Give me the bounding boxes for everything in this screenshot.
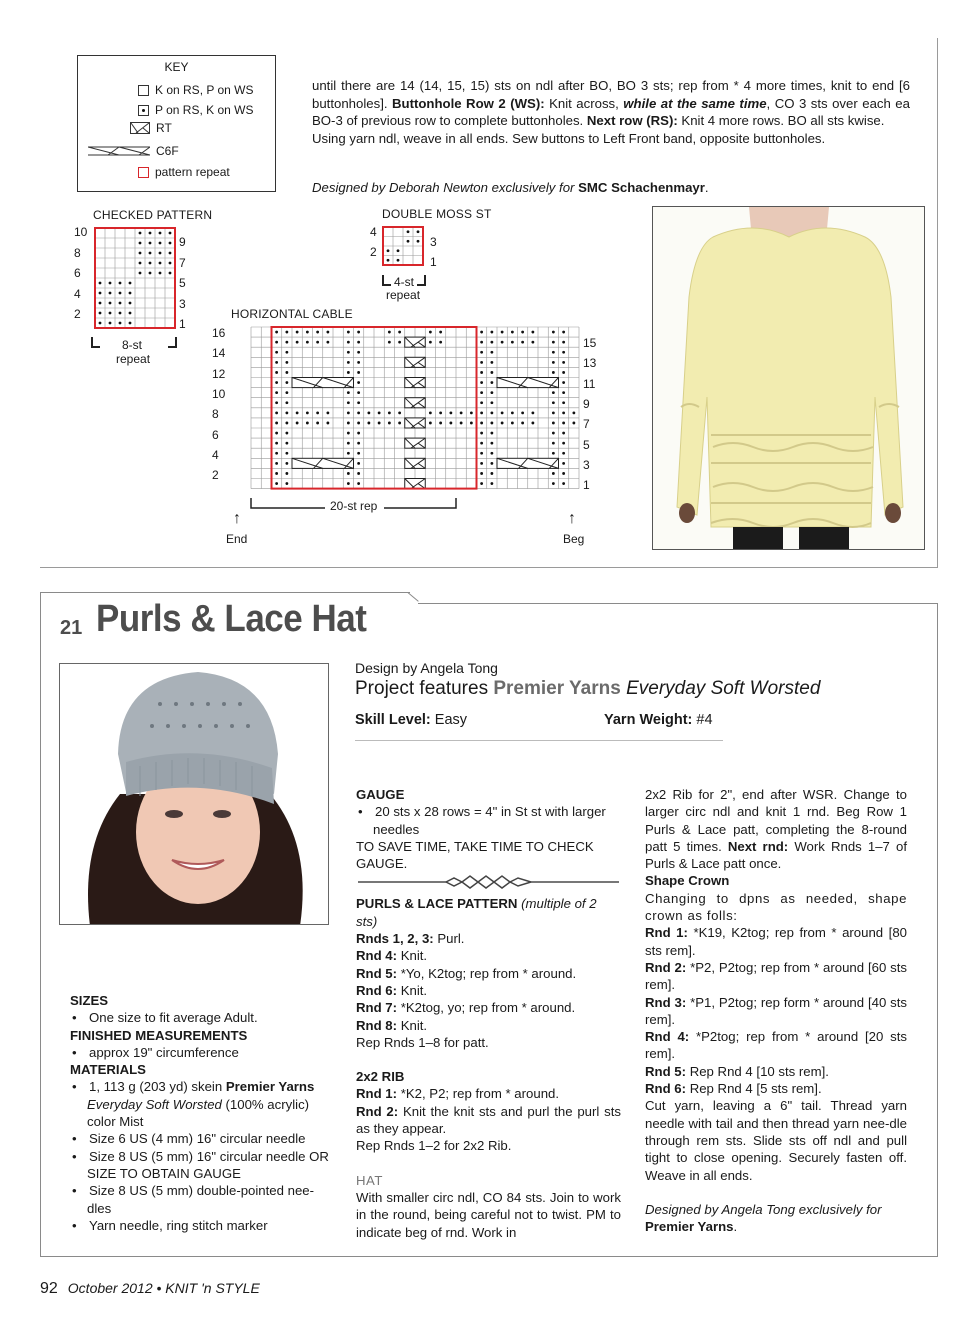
instruction-row: Rnd 2: *P2, P2tog; rep from * around [60 sts rem]. (645, 959, 907, 993)
chart-key (77, 55, 276, 192)
material-yarn: • 1, 113 g (203 yd) skein Premier Yarns Everyday Soft Worsted (100% acrylic) color Mist (70, 1078, 332, 1130)
beg-label: Beg (563, 532, 585, 546)
sizes-item: • One size to fit average Adult. (70, 1009, 332, 1026)
yarn-features: Project features Premier Yarns Everyday Soft Worsted (355, 678, 821, 699)
key-item-rt: RT (130, 121, 172, 135)
rib-repeat-note: Rep Rnds 1–2 for 2x2 Rib. (356, 1138, 512, 1154)
row-number: 2 (370, 245, 377, 259)
row-number: 10 (74, 225, 88, 239)
checked-pattern-chart (93, 226, 177, 330)
yarn-weight: Yarn Weight: #4 (604, 712, 713, 728)
gauge-heading: GAUGE (356, 787, 405, 802)
issue-label: October 2012 • KNIT 'n STYLE (67, 1280, 260, 1296)
row-number: 12 (212, 366, 226, 381)
instruction-row: Rnd 6: Knit. (356, 982, 428, 998)
row-number: 3 (430, 235, 437, 249)
crown-intro: Changing to dpns as needed, shape crown as folls: (645, 890, 907, 924)
red-square-icon (138, 167, 149, 178)
row-number: 6 (212, 427, 219, 442)
row-number: 7 (179, 255, 186, 270)
instruction-row: Rnds 1, 2, 3: Purl. (356, 931, 465, 947)
row-number: 1 (583, 478, 590, 493)
header-divider (355, 740, 723, 741)
instruction-row: Rnd 4: Knit. (356, 948, 428, 964)
material-notions: • Yarn needle, ring stitch marker (70, 1217, 332, 1234)
sizes-heading: SIZES (70, 993, 109, 1008)
instruction-row: Rnd 7: *K2tog, yo; rep from * around. (356, 1000, 576, 1016)
rib-heading: 2x2 RIB (356, 1069, 405, 1085)
row-number: 2 (74, 307, 81, 322)
row-number: 15 (583, 336, 597, 350)
row-number: 5 (583, 437, 590, 452)
finishing-paragraph: Using yarn ndl, weave in all ends. Sew buttons to Left Front band, opposite buttonholes. (312, 130, 826, 146)
instruction-row: Rnd 5: Rep Rnd 4 [10 sts rem]. (645, 1063, 829, 1079)
dot-square-icon (138, 105, 149, 116)
instruction-row: Rnd 5: *Yo, K2tog; rep from * around. (356, 965, 577, 981)
checked-repeat-label: 8-st (122, 338, 143, 352)
double-moss-chart (382, 226, 426, 268)
hat-credit: Designed by Angela Tong exclusively for Premier Yarns. (645, 1201, 882, 1235)
row-number: 8 (74, 245, 81, 260)
horizontal-cable-chart (250, 326, 580, 490)
row-number: 3 (179, 296, 186, 311)
moss-chart-title: DOUBLE MOSS ST (382, 207, 492, 221)
key-item-purl: P on RS, K on WS (138, 103, 254, 117)
row-number: 9 (179, 235, 186, 249)
page-footer (40, 1280, 260, 1298)
row-number: 1 (430, 255, 437, 269)
section-tab-edge (40, 592, 410, 593)
material-needle-1: • Size 6 US (4 mm) 16" circular needle (70, 1130, 332, 1147)
row-number: 6 (74, 266, 81, 281)
row-number: 9 (583, 396, 590, 411)
row-number: 5 (179, 276, 186, 291)
sweater-photo (652, 206, 925, 550)
row-number: 4 (212, 447, 219, 462)
instruction-row: Rnd 6: Rep Rnd 4 [5 sts rem]. (645, 1081, 822, 1097)
finishing-instructions: Cut yarn, leaving a 6" tail. Thread yarn needle with tail and then thread yarn nee-dle through rem sts. Slide sts off ndl and pull tight to close opening. Securely fasten off. Weave in all ends. (645, 1098, 907, 1183)
crown-heading: Shape Crown (645, 873, 730, 889)
moss-repeat-label: 4-st (394, 275, 415, 289)
continued-instructions: until there are 14 (14, 15, 15) sts on ndl after BO, BO 3 sts; rep from * 4 more times, knit to end [6 buttonholes]. Buttonhole Row 2 (WS): Knit across, while at the same time, CO 3 sts over each ea BO-3 of previous row to complete buttonholes. Next row (RS): Knit 4 more rows. BO all sts kwise. Using yarn ndl, weave in all ends. Sew buttons to Left Front band, opposite buttonholes. (312, 78, 910, 146)
sweater-credit: Designed by Deborah Newton exclusively for SMC Schachenmayr. (312, 180, 709, 195)
hat-instructions: With smaller circ ndl, CO 84 sts. Join to work in the round, being careful not to twist. PM to indicate beg of rnd. Work in (356, 1189, 621, 1240)
row-number: 16 (212, 326, 226, 340)
row-number: 7 (583, 417, 590, 432)
page-number: 92 (40, 1280, 58, 1297)
skill-level: Skill Level: Easy (355, 712, 468, 728)
finished-heading: FINISHED MEASUREMENTS (70, 1027, 248, 1043)
rt-cross-icon (130, 122, 150, 134)
materials-heading: MATERIALS (70, 1062, 146, 1078)
key-item-repeat: pattern repeat (138, 165, 230, 179)
instruction-row: Rnd 2: Knit the knit sts and purl the purl sts as they appear. (356, 1103, 621, 1137)
end-arrow-icon: ↑ (233, 510, 241, 527)
lace-repeat-note: Rep Rnds 1–8 for patt. (356, 1034, 489, 1050)
instruction-row: Rnd 1: *K2, P2; rep from * around. (356, 1086, 560, 1102)
row-number: 1 (179, 317, 186, 332)
body-instructions: 2x2 Rib for 2", end after WSR. Change to larger circ ndl and knit 1 rnd. Beg Row 1 Purls & Lace patt, completing the 8-round patt 5 times. Next rnd: Work Rnds 1–7 of Purls & Lace patt once. (645, 787, 907, 872)
instructions-column-1 (356, 786, 621, 1241)
cable-repeat-label: 20-st rep (330, 499, 378, 513)
material-needle-2: • Size 8 US (5 mm) 16" circular needle OR SIZE TO OBTAIN GAUGE (70, 1148, 332, 1183)
moss-repeat-label-2: repeat (386, 288, 421, 302)
key-item-c6f: C6F (88, 144, 179, 158)
cable-chart-title: HORIZONTAL CABLE (231, 307, 353, 321)
pattern-number: 21 (60, 617, 83, 639)
instruction-row: Rnd 3: *P1, P2tog; rep form * around [40 sts rem]. (645, 994, 907, 1027)
end-label: End (226, 532, 248, 546)
gauge-item: • 20 sts x 28 rows = 4" in St st with larger needles (356, 803, 621, 838)
key-title: KEY (164, 60, 189, 74)
section-tab-slope (407, 592, 418, 602)
hat-heading: HAT (356, 1172, 383, 1188)
row-number: 11 (583, 376, 596, 391)
row-number: 4 (370, 225, 377, 239)
instruction-row: Rnd 4: *P2tog; rep from * around [20 sts rem]. (645, 1029, 907, 1062)
designer-credit: Design by Angela Tong (355, 660, 498, 676)
row-number: 4 (74, 286, 81, 301)
sweater-illustration (653, 207, 925, 550)
material-dpns: • Size 8 US (5 mm) double-pointed nee-dles (70, 1182, 332, 1217)
gauge-check: TO SAVE TIME, TAKE TIME TO CHECK GAUGE. (356, 838, 594, 872)
hat-model-illustration (60, 664, 329, 925)
row-number: 13 (583, 356, 597, 371)
row-number: 3 (583, 457, 590, 472)
c6f-cable-icon (88, 145, 150, 157)
checked-chart-title: CHECKED PATTERN (93, 208, 213, 222)
row-number: 14 (212, 346, 226, 361)
instructions-column-2 (645, 786, 907, 1235)
empty-square-icon (138, 85, 149, 96)
finished-item: • approx 19" circumference (70, 1044, 332, 1061)
instruction-row: Rnd 1: *K19, K2tog; rep from * around [80 sts rem]. (645, 925, 908, 958)
instruction-row: Rnd 8: Knit. (356, 1017, 428, 1033)
beg-arrow-icon: ↑ (568, 510, 576, 527)
hat-photo (59, 663, 329, 925)
key-item-knit: K on RS, P on WS (138, 83, 254, 97)
checked-repeat-label-2: repeat (116, 352, 151, 366)
row-number: 8 (212, 407, 219, 422)
materials-column (70, 992, 332, 1234)
ornamental-divider-icon (356, 873, 621, 891)
pattern-title: Purls & Lace Hat (96, 598, 367, 640)
lace-pattern-heading: PURLS & LACE PATTERN (multiple of 2 sts) (356, 896, 597, 929)
row-number: 2 (212, 468, 219, 483)
row-number: 10 (212, 386, 226, 401)
